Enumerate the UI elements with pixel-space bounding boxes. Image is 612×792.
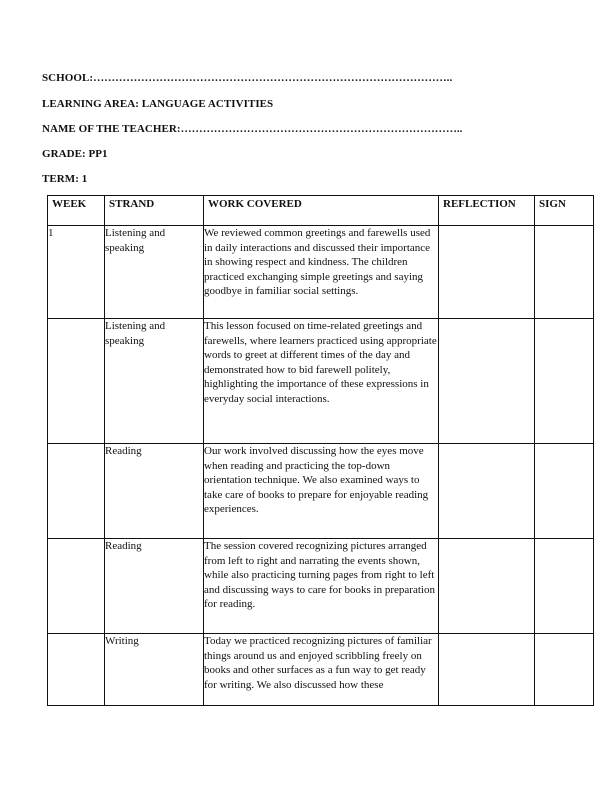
- week-cell: [48, 319, 105, 444]
- week-cell: [48, 539, 105, 634]
- work-covered-text: Today we practiced recognizing pictures of familiar things around us and enjoyed scribbling freely on books and other surfaces as a fun way to get ready for writing. We also discussed how these: [204, 635, 432, 691]
- column-header-sign: SIGN: [535, 196, 594, 226]
- table-row: [48, 444, 594, 539]
- week-cell: [48, 444, 105, 539]
- learning-area-field: LEARNING AREA: LANGUAGE ACTIVITIES: [42, 98, 274, 110]
- strand-cell: Writing: [105, 634, 204, 706]
- reflection-cell[interactable]: [439, 444, 535, 539]
- teacher-name-field: NAME OF THE TEACHER:…………………………………………………………………..: [42, 123, 463, 135]
- grade-field: GRADE: PP1: [42, 148, 108, 160]
- week-cell: [48, 634, 105, 706]
- reflection-cell[interactable]: [439, 539, 535, 634]
- table-row: [48, 539, 594, 634]
- column-header-week: WEEK: [48, 196, 105, 226]
- table-header-row: [48, 196, 594, 226]
- sign-cell[interactable]: [535, 634, 594, 706]
- column-header-reflection: REFLECTION: [439, 196, 535, 226]
- sign-cell[interactable]: [535, 319, 594, 444]
- week-cell: 1: [48, 226, 105, 319]
- work-covered-cell: [204, 634, 439, 706]
- work-covered-cell: The session covered recognizing pictures arranged from left to right and narrating the events shown, while also practicing turning pages from right to left and discussing ways to care for books in preparation for reading.: [204, 539, 439, 634]
- work-covered-cell: We reviewed common greetings and farewells used in daily interactions and discussed their importance in showing respect and kindness. The children practiced exchanging simple greetings and saying goodbye in familiar social settings.: [204, 226, 439, 319]
- work-covered-table: [47, 195, 594, 706]
- table-row: [48, 319, 594, 444]
- sign-cell[interactable]: [535, 539, 594, 634]
- strand-cell: Reading: [105, 539, 204, 634]
- reflection-cell[interactable]: [439, 319, 535, 444]
- column-header-work-covered: WORK COVERED: [204, 196, 439, 226]
- table-row: [48, 634, 594, 706]
- work-covered-cell: This lesson focused on time-related greetings and farewells, where learners practiced using appropriate words to greet at different times of the day and demonstrated how to bid farewell politely, highlighting the importance of these expressions in everyday social interactions.: [204, 319, 439, 444]
- school-field: SCHOOL:……………………………………………………………………………………..: [42, 72, 453, 84]
- strand-cell: Listening and speaking: [105, 226, 204, 319]
- table-row: [48, 226, 594, 319]
- strand-cell: Reading: [105, 444, 204, 539]
- reflection-cell[interactable]: [439, 226, 535, 319]
- sign-cell[interactable]: [535, 444, 594, 539]
- work-covered-cell: Our work involved discussing how the eyes move when reading and practicing the top-down orientation technique. We also examined ways to take care of books to prepare for enjoyable reading experiences.: [204, 444, 439, 539]
- term-field: TERM: 1: [42, 173, 88, 185]
- column-header-strand: STRAND: [105, 196, 204, 226]
- sign-cell[interactable]: [535, 226, 594, 319]
- reflection-cell[interactable]: [439, 634, 535, 706]
- strand-cell: Listening and speaking: [105, 319, 204, 444]
